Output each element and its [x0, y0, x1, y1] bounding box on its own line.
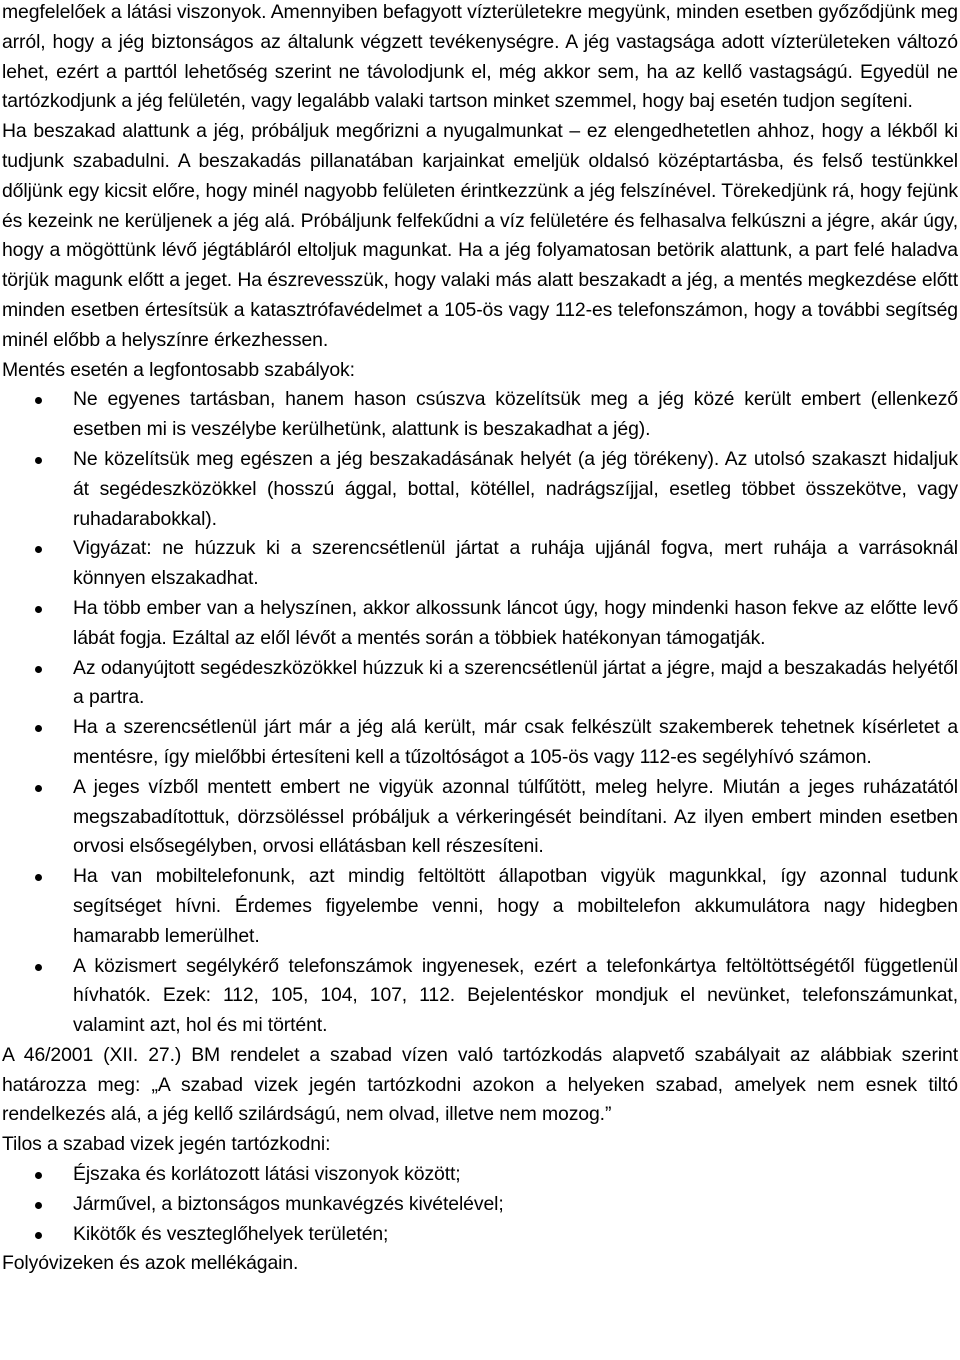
list-item — [2, 952, 958, 1041]
bullet-icon — [35, 1172, 42, 1179]
list-item-text: Ha több ember van a helyszínen, akkor alkossunk láncot úgy, hogy mindenki hason fekve az előtte levő lábát fogja. Ezáltal az elől lévőt a mentés során a többiek hatékonyan támogatják. — [73, 596, 958, 649]
bullet-icon — [35, 1232, 42, 1239]
list-item — [2, 713, 958, 773]
bullet-icon — [35, 1202, 42, 1209]
list-item-text: Éjszaka és korlátozott látási viszonyok között; — [73, 1163, 461, 1186]
list-item-text: A közismert segélykérő telefonszámok ingyenesek, ezért a telefonkártya feltöltöttségétől függetlenül hívhatók. Ezek: 112, 105, 104, 107, 112. Bejelentéskor mondjuk el nevünket, telefonszámunkat, valamint azt, hol és mi történt. — [73, 954, 958, 1037]
bullet-icon — [35, 457, 42, 464]
list-item — [2, 445, 958, 534]
list-item-text: Ne közelítsük meg egészen a jég beszakadásának helyét (a jég törékeny). Az utolsó szakaszt hidaljuk át segédeszközökkel (hosszú ággal, bottal, kötéllel, nadrágszíjjal, esetleg többet összekötve, vagy ruhadarabokkal). — [73, 447, 958, 530]
list-item-text: Ha van mobiltelefonunk, azt mindig feltöltött állapotban vigyük magunkkal, így azonnal tudunk segítséget hívni. Érdemes figyelembe venni, hogy a mobiltelefon akkumulátora nagy hidegben hamarabb lemerülhet. — [73, 865, 958, 947]
list-item — [2, 1160, 958, 1190]
last-line: Folyóvizeken és azok mellékágain. — [2, 1252, 299, 1275]
list-item-text: Vigyázat: ne húzzuk ki a szerencsétlenül jártat a ruhája ujjánál fogva, mert ruhája a varrásoknál könnyen elszakadhat. — [73, 537, 958, 590]
bullet-icon — [35, 606, 42, 613]
forbidden-heading: Tilos a szabad vizek jegén tartózkodni: — [2, 1133, 331, 1156]
list-item-text: Ne egyenes tartásban, hanem hason csúszva közelítsük meg a jég közé került embert (ellenkező esetben mi is veszélybe kerülhetünk, alattunk is beszakadhat a jég). — [73, 388, 958, 441]
rescue-rules-list — [2, 385, 958, 1041]
list-item — [2, 594, 958, 654]
list-item — [2, 773, 958, 862]
list-item-text: Kikötők és veszteglőhelyek területén; — [73, 1222, 389, 1245]
paragraph-regulation: A 46/2001 (XII. 27.) BM rendelet a szabad vízen való tartózkodás alapvető szabályait az alábbiak szerint határozza meg: „A szabad vizek jegén tartózkodni azokon a helyeken szabad, amelyek nem esnek tiltó rendelkezés alá, a jég kellő szilárdságú, nem olvad, illetve nem mozog.” — [2, 1043, 958, 1126]
list-item-text: Ha a szerencsétlenül járt már a jég alá került, már csak felkészült szakemberek tehetnek kísérletet a mentésre, így mielőbbi értesíteni kell a tűzoltóságot a 105-ös vagy 112-es segélyhívó számon. — [73, 716, 958, 768]
paragraph-ice-safety: megfelelőek a látási viszonyok. Amennyiben befagyott vízterületekre megyünk, minden esetben győződjünk meg arról, hogy a jég biztonságos az általunk végzett tevékenységre. A jég vastagsága adott vízterületeken változó lehet, ezért a parttól lehetőség szerint ne távolodjunk el, még akkor sem, ha az kellő vastagságú. Egyedül ne tartózkodjunk a jég felületén, vagy legalább valaki tartson minket szemmel, hogy baj esetén tudjon segíteni. — [2, 1, 958, 113]
list-item-text: Járművel, a biztonságos munkavégzés kivételével; — [73, 1192, 504, 1215]
forbidden-list — [2, 1160, 958, 1249]
bullet-icon — [35, 546, 42, 553]
list-item — [2, 534, 958, 594]
list-item — [2, 1220, 958, 1250]
bullet-icon — [35, 725, 42, 732]
list-item — [2, 385, 958, 445]
bullet-icon — [35, 874, 42, 881]
list-item — [2, 654, 958, 714]
list-item — [2, 1190, 958, 1220]
list-item — [2, 862, 958, 951]
rescue-rules-heading: Mentés esetén a legfontosabb szabályok: — [2, 358, 355, 381]
bullet-icon — [35, 666, 42, 673]
list-item-text: Az odanyújtott segédeszközökkel húzzuk ki a szerencsétlenül jártat a jégre, majd a beszakadás helyétől a partra. — [73, 656, 958, 709]
bullet-icon — [35, 964, 42, 971]
bullet-icon — [35, 397, 42, 404]
bullet-icon — [35, 785, 42, 792]
paragraph-ice-break: Ha beszakad alattunk a jég, próbáljuk megőrizni a nyugalmunkat – ez elengedhetetlen ahhoz, hogy a lékből ki tudjunk szabadulni. A beszakadás pillanatában karjainkat emeljük oldalsó középtartásba, és felső testünkkel dőljünk egy kicsit előre, hogy minél nagyobb felületen érintkezzünk a jég felszínével. Törekedjünk rá, hogy fejünk és kezeink ne kerüljenek a jég alá. Próbáljunk felfekűdni a víz felületére és felhasalva felkúszni a jégre, akár úgy, hogy a mögöttünk lévő jégtábláról eltoljuk magunkat. Ha a jég folyamatosan betörik alattunk, a part felé haladva törjük magunk előtt a jeget. Ha észrevesszük, hogy valaki más alatt beszakadt a jég, a mentés megkezdése előtt minden esetben értesítsük a katasztrófavédelmet a 105-ös vagy 112-es telefonszámon, hogy a további segítség minél előbb a helyszínre érkezhessen. — [2, 120, 958, 351]
list-item-text: A jeges vízből mentett embert ne vigyük azonnal túlfűtött, meleg helyre. Miután a jeges ruházatától megszabadítottuk, dörzsöléssel próbáljuk a vérkeringését beindítani. Az ilyen embert minden esetben orvosi elsősegélyben, orvosi ellátásban kell részesíteni. — [73, 775, 958, 858]
